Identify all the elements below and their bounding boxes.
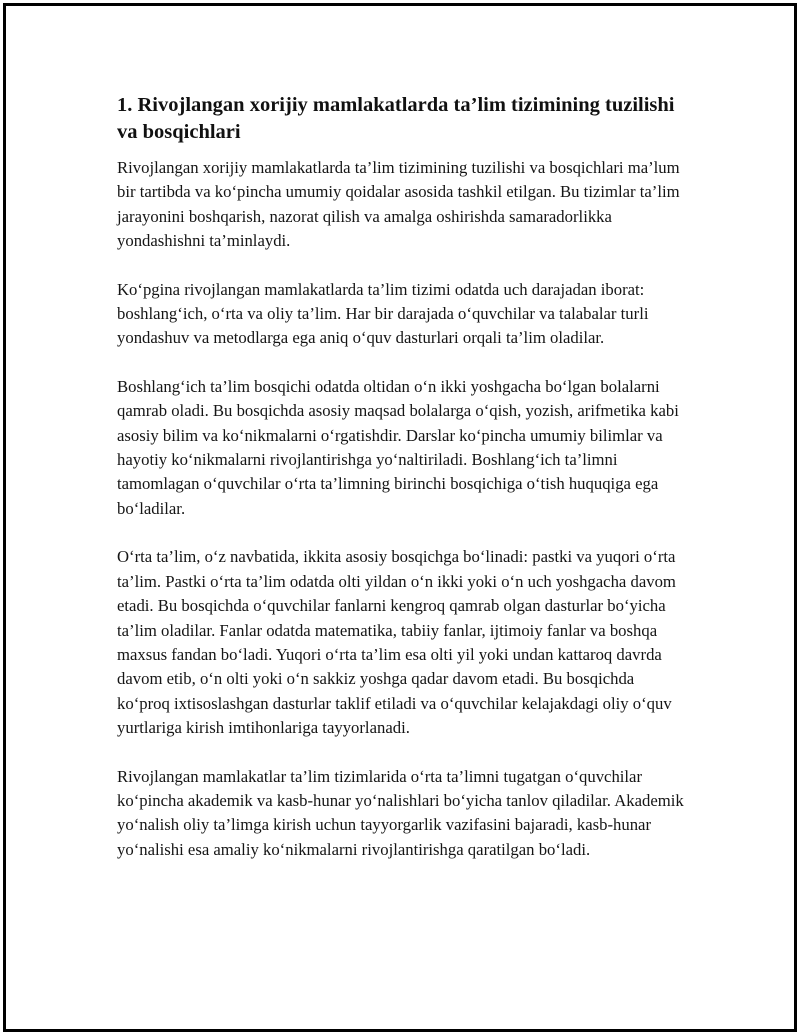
paragraph-3: Boshlang‘ich ta’lim bosqichi odatda oltidan o‘n ikki yoshgacha bo‘lgan bolalarni qamrab oladi. Bu bosqichda asosiy maqsad bolalarga o‘qish, yozish, arifmetika kabi asosiy bilim va ko‘nikmalarni o‘rgatishdir. Darslar ko‘pincha umumiy bilimlar va hayotiy ko‘nikmalarni rivojlantirishga yo‘naltiriladi. Boshlang‘ich ta’limni tamomlagan o‘quvchilar o‘rta ta’limning birinchi bosqichiga o‘tish huquqiga ega bo‘ladilar.	[117, 376, 679, 518]
paragraph-2: Ko‘pgina rivojlangan mamlakatlarda ta’lim tizimi odatda uch darajadan iborat: boshlang‘ich, o‘rta va oliy ta’lim. Har bir darajada o‘quvchilar va talabalar turli yondashuv va metodlarga ega aniq o‘quv dasturlari orqali ta’lim oladilar.	[117, 279, 649, 348]
section-title: 1. Rivojlangan xorijiy mamlakatlarda ta’lim tizimining tuzilishi va bosqichlari	[117, 94, 675, 143]
document-body	[117, 92, 687, 886]
paragraph-4: O‘rta ta’lim, o‘z navbatida, ikkita asosiy bosqichga bo‘linadi: pastki va yuqori o‘rta ta’lim. Pastki o‘rta ta’lim odatda olti yildan o‘n ikki yoki o‘n uch yoshgacha davom etadi. Bu bosqichda o‘quvchilar fanlarni kengroq qamrab olgan dasturlar bo‘yicha ta’lim oladilar. Fanlar odatda matematika, tabiiy fanlar, ijtimoiy fanlar va boshqa maxsus fandan bo‘ladi. Yuqori o‘rta ta’lim esa olti yil yoki undan kattaroq davrda davom etib, o‘n olti yoki o‘n sakkiz yoshga qadar davom etadi. Bu bosqichda ko‘proq ixtisoslashgan dasturlar taklif etiladi va o‘quvchilar kelajakdagi oliy o‘quv yurtlariga kirish imtihonlariga tayyorlanadi.	[117, 547, 676, 738]
paragraph-1: Rivojlangan xorijiy mamlakatlarda ta’lim tizimining tuzilishi va bosqichlari ma’lum bir tartibda va ko‘pincha umumiy qoidalar asosida tashkil etilgan. Bu tizimlar ta’lim jarayonini boshqarish, nazorat qilish va amalga oshirishda samaradorlikka yondashishni ta’minlaydi.	[117, 158, 680, 251]
paragraph-5: Rivojlangan mamlakatlar ta’lim tizimlarida o‘rta ta’limni tugatgan o‘quvchilar ko‘pincha akademik va kasb-hunar yo‘nalishlari bo‘yicha tanlov qiladilar. Akademik yo‘nalish oliy ta’limga kirish uchun tayyorgarlik vazifasini bajaradi, kasb-hunar yo‘nalishi esa amaliy ko‘nikmalarni rivojlantirishga qaratilgan bo‘ladi.	[117, 766, 684, 859]
